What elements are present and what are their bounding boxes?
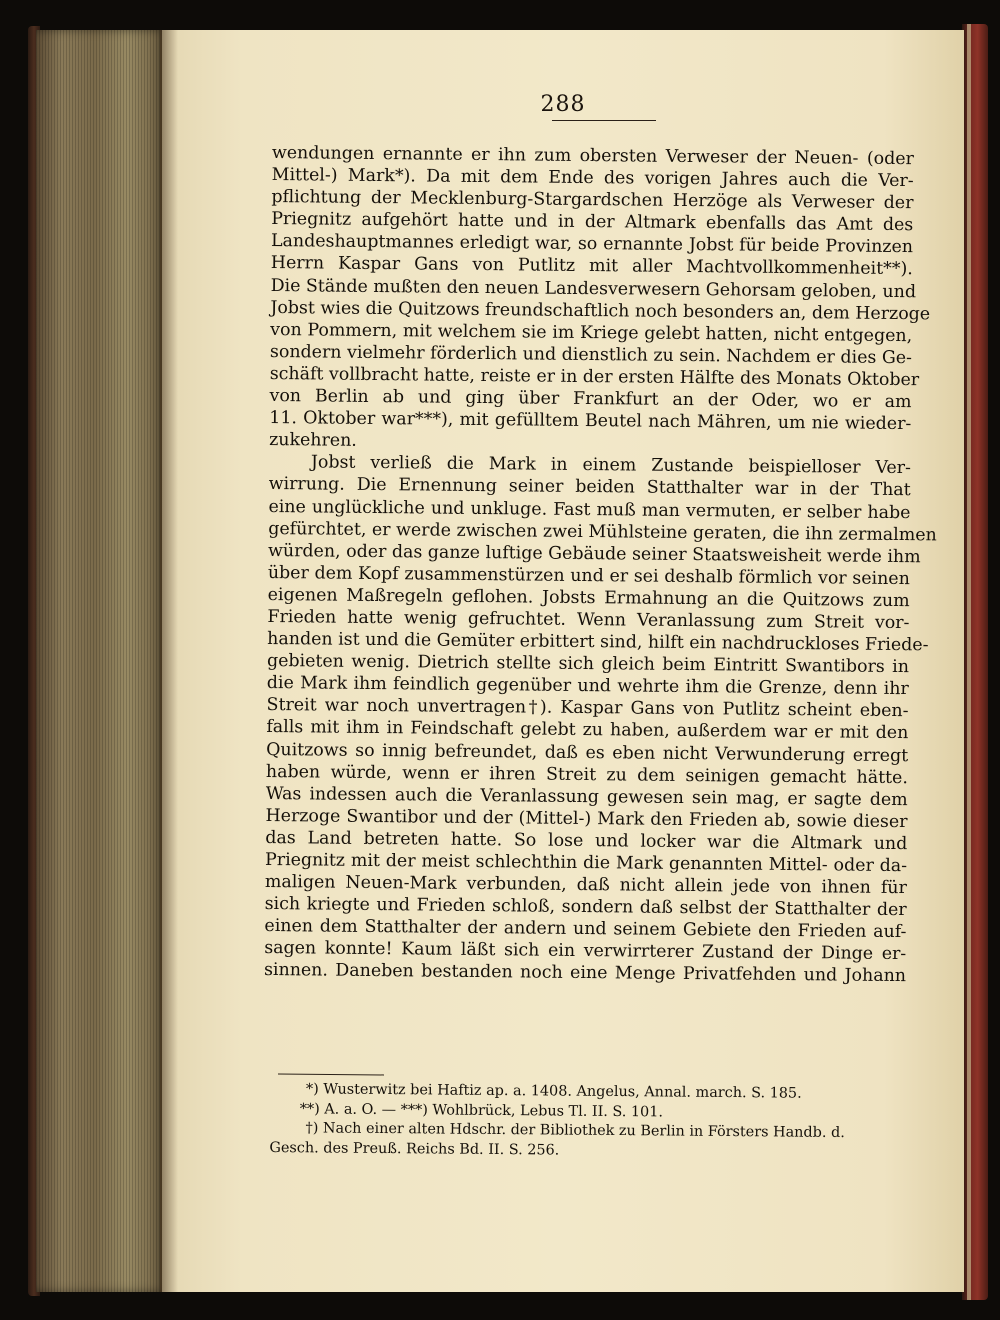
text-line: die Mark ihm feindlich gegenüber und wehrte ihm die Grenze, denn ihr (266, 673, 909, 700)
text-line: das Land betreten hatte. So lose und locker war die Altmark und (265, 827, 908, 855)
body-text (263, 142, 937, 988)
page-number: 288 (540, 92, 586, 117)
footnote-separator (278, 1074, 384, 1076)
text-line: wirrung. Die Ernennung seiner beiden Statthalter war in der That (268, 474, 911, 501)
footnotes (269, 1080, 914, 1164)
text-line: gefürchtet, er werde zwischen zwei Mühlsteine geraten, die ihn zermalmen (268, 518, 937, 545)
text-line: eigenen Maßregeln geflohen. Jobsts Ermahnung an die Quitzows zum (267, 584, 910, 612)
text-line: von Berlin ab und ging über Frankfurt an der Oder, wo er am (269, 386, 912, 413)
text-line: sondern vielmehr förderlich und dienstlich zu sein. Nachdem er dies Ge- (269, 341, 913, 368)
footnote-line: *) Wusterwitz bei Haftiz ap. a. 1408. Angelus, Annal. march. S. 185. (305, 1081, 802, 1102)
text-line: wendungen ernannte er ihn zum obersten Verweser der Neuen- (oder (271, 142, 914, 170)
text-line: sich kriegte und Frieden schloß, sondern daß selbst der Statthalter der (264, 894, 907, 921)
page-stack-edge (36, 30, 166, 1292)
book-page (162, 30, 964, 1292)
text-line: pflichtung der Mecklenburg-Stargardschen Herzöge als Verweser der (271, 187, 914, 214)
text-line: von Pommern, mit welchem sie im Kriege gelebt hatten, nicht entgegen, (270, 319, 913, 346)
footnote-line: **) A. a. O. — ***) Wohlbrück, Lebus Tl. II. S. 101. (299, 1100, 664, 1121)
text-line: Frieden hatte wenig gefruchtet. Wenn Veranlassung zum Streit vor- (267, 606, 910, 634)
text-line: über dem Kopf zusammenstürzen und er sei deshalb förmlich vor seinen (267, 562, 910, 589)
text-line: Priegnitz mit der meist schlechthin die Mark genannten Mittel- oder da- (265, 849, 908, 877)
text-line: eine unglückliche und unkluge. Fast muß man vermuten, er selber habe (268, 496, 911, 523)
text-line: falls mit ihm in Feindschaft gelebt zu haben, außerdem war er mit den (266, 717, 909, 744)
text-line: 11. Oktober war***), mit gefülltem Beutel nach Mähren, um nie wieder- (269, 408, 912, 435)
text-line: schäft vollbracht hatte, reiste er in der ersten Hälfte des Monats Oktober (269, 363, 920, 391)
text-line: Herzoge Swantibor und der (Mittel-) Mark den Frieden ab, sowie dieser (265, 805, 908, 832)
text-line: einen dem Statthalter der andern und seinem Gebiete den Frieden auf- (264, 916, 907, 943)
text-line: maligen Neuen-Mark verbunden, daß nicht allein jede von ihnen für (264, 872, 907, 899)
text-line: Quitzows so innig befreundet, daß es eben nicht Verwunderung erregt (266, 739, 909, 766)
text-line: Jobst wies die Quitzows freundschaftlich noch besonders an, dem Herzoge (270, 297, 931, 324)
text-line: zukehren. (269, 430, 357, 452)
text-line: sinnen. Daneben bestanden noch eine Menge Privatfehden und Johann (263, 960, 907, 987)
text-line: haben würde, wenn er ihren Streit zu dem seinigen gemacht hätte. (265, 761, 909, 788)
footnote-line: †) Nach einer alten Hdschr. der Bibliothek zu Berlin in Försters Handb. d. (305, 1120, 845, 1142)
footnote-line: Gesch. des Preuß. Reichs Bd. II. S. 256. (269, 1139, 560, 1159)
text-line: Landeshauptmannes erledigt war, so ernannte Jobst für beide Provinzen (270, 231, 914, 258)
gutter-shadow (160, 30, 178, 1292)
text-line: Mittel-) Mark*). Da mit dem Ende des vorigen Jahres auch die Ver- (271, 165, 914, 192)
text-line: Priegnitz aufgehört hatte und in der Altmark ebenfalls das Amt des (271, 209, 914, 236)
text-line: sagen konnte! Kaum läßt sich ein verwirrterer Zustand der Dinge er- (264, 938, 907, 965)
facing-page-edge (962, 24, 988, 1300)
paragraph-2 (263, 451, 937, 987)
text-line: Was indessen auch die Veranlassung gewesen sein mag, er sagte dem (265, 783, 908, 810)
text-line: Die Stände mußten den neuen Landesverwesern Gehorsam geloben, und (270, 275, 917, 302)
text-line: Streit war noch unvertragen†). Kaspar Gans von Putlitz scheint eben- (266, 695, 909, 722)
text-line: Herrn Kaspar Gans von Putlitz mit aller Machtvollkommenheit**). (270, 253, 913, 280)
text-line: würden, oder das ganze luftige Gebäude seiner Staatsweisheit werde ihm (267, 540, 921, 567)
paragraph-1 (269, 142, 931, 457)
text-line: Jobst verließ die Mark in einem Zustande beispielloser Ver- (310, 452, 911, 479)
text-line: handen ist und die Gemüter erbittert sind, hilft ein nachdruckloses Friede- (267, 629, 929, 656)
header-rule (552, 120, 656, 121)
text-line: gebieten wenig. Dietrich stellte sich gleich beim Eintritt Swantibors in (266, 651, 910, 678)
